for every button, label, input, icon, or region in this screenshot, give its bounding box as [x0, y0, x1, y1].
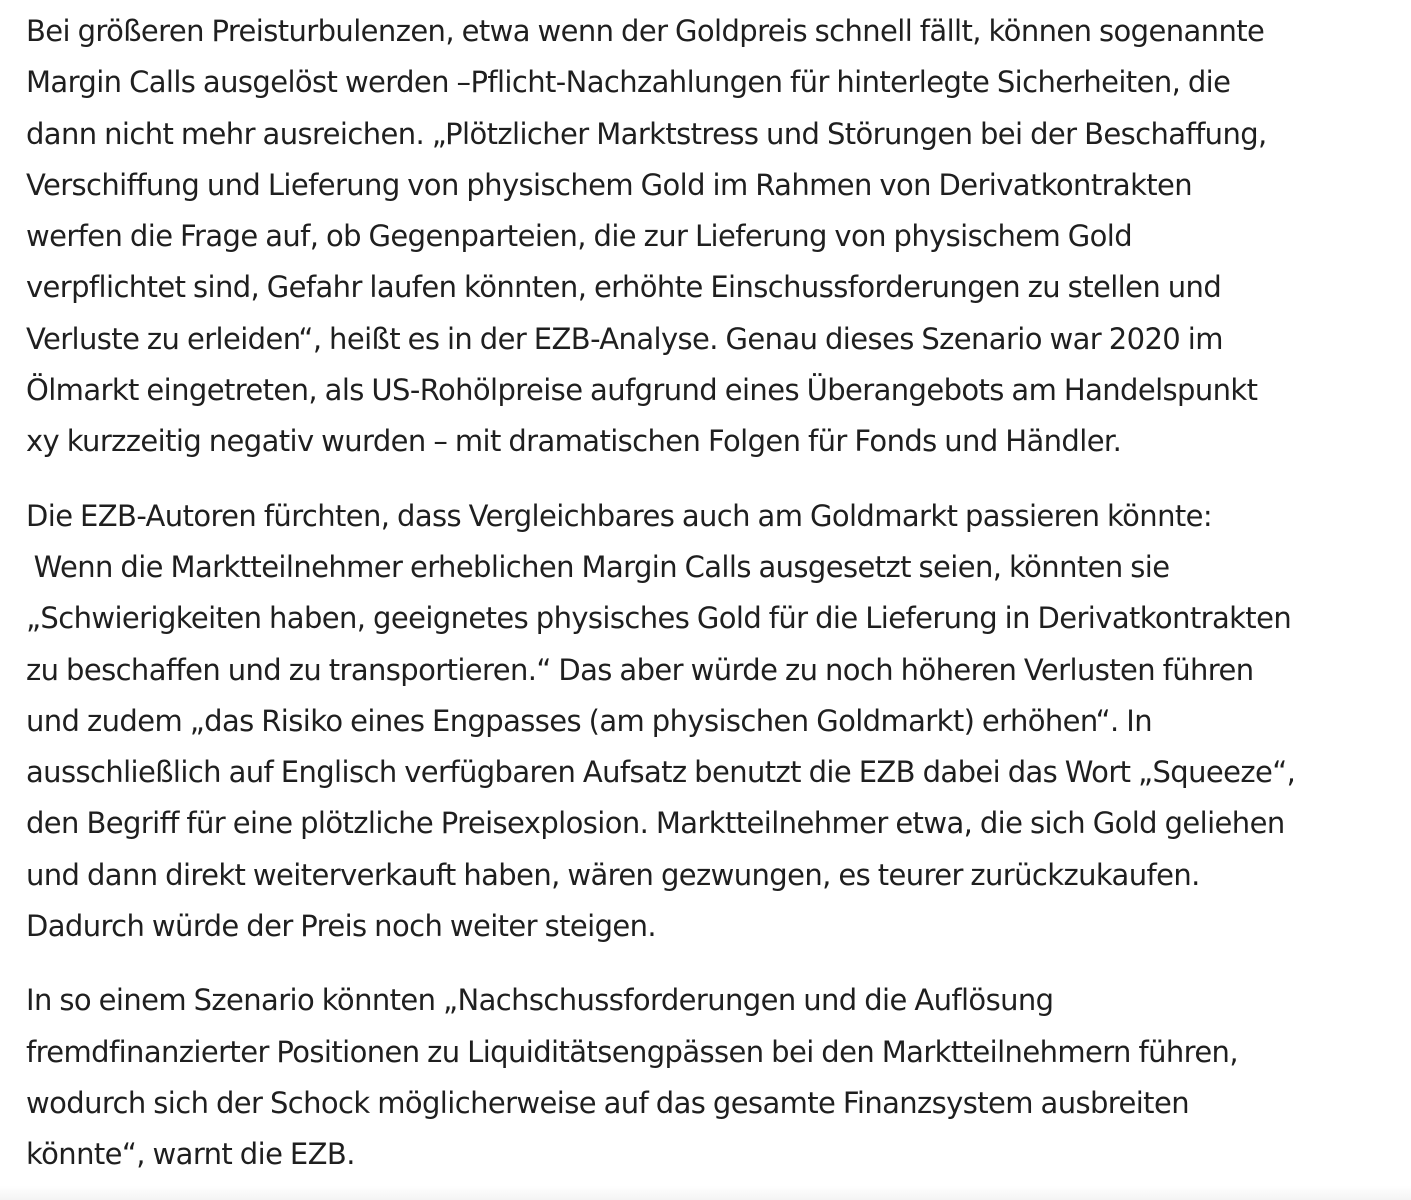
text-line: Margin Calls ausgelöst werden –Pflicht-Nachzahlungen für hinterlegte Sicherheiten, die [26, 65, 1231, 100]
text-line: In so einem Szenario könnten „Nachschussforderungen und die Auflösung [26, 983, 1054, 1018]
text-line: wodurch sich der Schock möglicherweise auf das gesamte Finanzsystem ausbreiten [26, 1085, 1189, 1120]
text-line: Ölmarkt eingetreten, als US-Rohölpreise aufgrund eines Überangebots am Handelspunkt [26, 373, 1258, 408]
text-line: Dadurch würde der Preis noch weiter steigen. [26, 909, 657, 944]
text-line: und dann direkt weiterverkauft haben, wären gezwungen, es teurer zurückzukaufen. [26, 857, 1200, 892]
text-line: „Schwierigkeiten haben, geeignetes physisches Gold für die Lieferung in Derivatkontrakten [26, 601, 1292, 636]
text-line: den Begriff für eine plötzliche Preisexplosion. Marktteilnehmer etwa, die sich Gold geliehen [26, 806, 1285, 841]
text-line: zu beschaffen und zu transportieren.“ Das aber würde zu noch höheren Verlusten führen [26, 652, 1254, 687]
text-line: Wenn die Marktteilnehmer erheblichen Margin Calls ausgesetzt seien, könnten sie [26, 549, 1170, 584]
text-line: ausschließlich auf Englisch verfügbaren Aufsatz benutzt die EZB dabei das Wort „Squeeze“, [26, 755, 1296, 790]
text-line: xy kurzzeitig negativ wurden – mit dramatischen Folgen für Fonds und Händler. [26, 424, 1122, 459]
bottom-fade [0, 1186, 1411, 1200]
paragraph-1 [26, 6, 1391, 468]
text-line: dann nicht mehr ausreichen. „Plötzlicher Marktstress und Störungen bei der Beschaffung, [26, 116, 1267, 151]
paragraph-3 [26, 975, 1391, 1180]
text-line: und zudem „das Risiko eines Engpasses (am physischen Goldmarkt) erhöhen“. In [26, 703, 1152, 738]
text-line: fremdfinanzierter Positionen zu Liquiditätsengpässen bei den Marktteilnehmern führen, [26, 1034, 1238, 1069]
text-line: verpflichtet sind, Gefahr laufen könnten, erhöhte Einschussforderungen zu stellen und [26, 270, 1222, 305]
text-line: Verluste zu erleiden“, heißt es in der EZB-Analyse. Genau dieses Szenario war 2020 im [26, 321, 1223, 356]
paragraph-2 [26, 491, 1391, 953]
text-line: Bei größeren Preisturbulenzen, etwa wenn der Goldpreis schnell fällt, können sogenannte [26, 14, 1265, 48]
text-line: werfen die Frage auf, ob Gegenparteien, die zur Lieferung von physischem Gold [26, 219, 1133, 254]
text-line: Die EZB-Autoren fürchten, dass Vergleichbares auch am Goldmarkt passieren könnte: [26, 498, 1213, 533]
text-line: könnte“, warnt die EZB. [26, 1137, 355, 1172]
text-line: Verschiffung und Lieferung von physischem Gold im Rahmen von Derivatkontrakten [26, 167, 1193, 202]
